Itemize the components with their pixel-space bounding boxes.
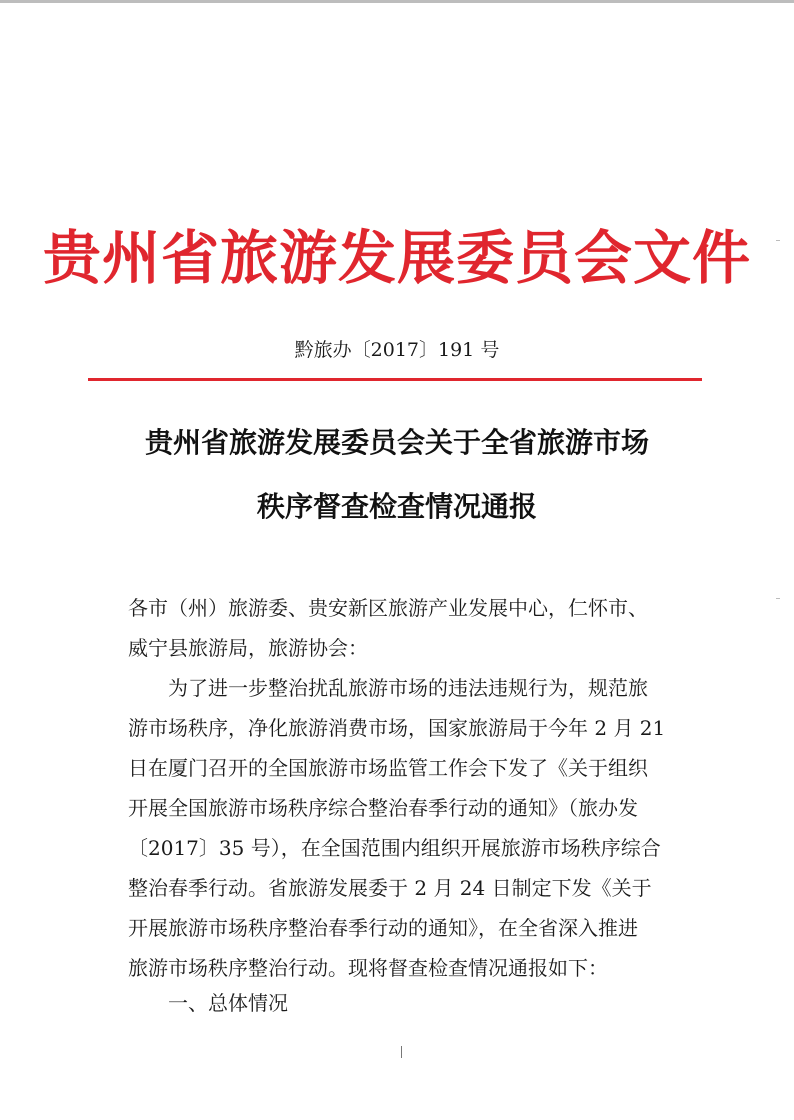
document-number: 黔旅办〔2017〕191 号 [294, 339, 500, 361]
salutation-line: 各市（州）旅游委、贵安新区旅游产业发展中心，仁怀市、 [128, 596, 648, 620]
scan-speck [776, 598, 780, 599]
salutation-line: 威宁县旅游局，旅游协会： [128, 636, 368, 660]
red-header-rule [88, 378, 702, 381]
paragraph-line: 日在厦门召开的全国旅游市场监管工作会下发了《关于组织 [128, 756, 648, 780]
paragraph-line: 为了进一步整治扰乱旅游市场的违法违规行为，规范旅 [128, 676, 648, 700]
scan-top-edge [0, 0, 794, 3]
section-heading: 一、总体情况 [168, 991, 288, 1015]
paragraph-line: 旅游市场秩序整治行动。现将督查检查情况通报如下： [128, 956, 608, 980]
page-number-mark [401, 1046, 402, 1058]
paragraph-line: 〔2017〕35 号），在全国范围内组织开展旅游市场秩序综合 [128, 836, 661, 860]
document-title-line-1: 贵州省旅游发展委员会关于全省旅游市场 [144, 426, 649, 459]
paragraph-line: 游市场秩序，净化旅游消费市场，国家旅游局于今年 2 月 21 [128, 716, 666, 740]
document-title-line-2: 秩序督查检查情况通报 [256, 490, 537, 523]
paragraph-line: 开展全国旅游市场秩序综合整治春季行动的通知》（旅办发 [128, 796, 638, 820]
paragraph-line: 开展旅游市场秩序整治春季行动的通知》，在全省深入推进 [128, 916, 638, 940]
paragraph-line: 整治春季行动。省旅游发展委于 2 月 24 日制定下发《关于 [128, 876, 652, 900]
document-header-title: 贵州省旅游发展委员会文件 [42, 224, 751, 292]
